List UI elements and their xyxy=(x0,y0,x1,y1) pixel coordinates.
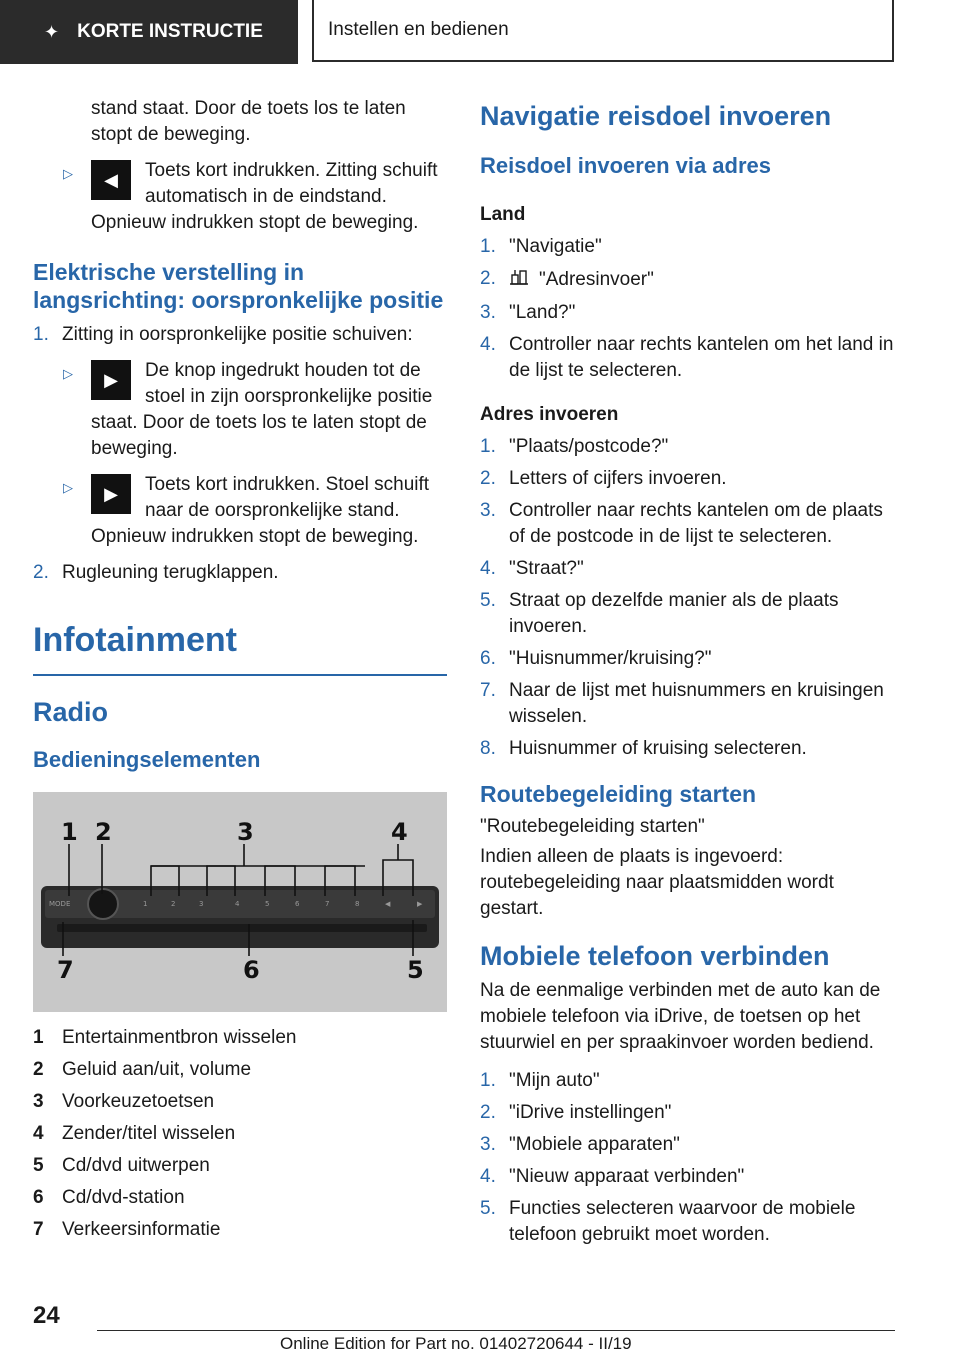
figure-legend xyxy=(33,1022,447,1246)
footer-divider xyxy=(97,1330,895,1331)
legend-text: Geluid aan/uit, volume xyxy=(62,1059,252,1080)
step-number: 1. xyxy=(33,324,49,345)
adres-steps xyxy=(480,434,896,762)
triangle-bullet-icon: ▷ xyxy=(63,166,73,181)
step-text: Controller naar rechts kantelen om de plaats of de postcode in de lijst te selecteren. xyxy=(509,500,883,547)
arrow-left-button-icon: ◀ xyxy=(91,160,131,200)
mode-button-label: MODE xyxy=(49,900,71,908)
heading-radio: Radio xyxy=(33,697,109,727)
bullet-item xyxy=(33,158,447,236)
legend-item xyxy=(33,1022,447,1054)
step-text: "Straat?" xyxy=(509,558,584,579)
triangle-bullet-icon: ▷ xyxy=(63,480,73,495)
preset-8-label: 8 xyxy=(355,900,360,908)
preset-1-label: 1 xyxy=(143,900,148,908)
mobiel-steps xyxy=(480,1068,896,1248)
step-text: Letters of cijfers invoeren. xyxy=(509,468,727,489)
step-item xyxy=(33,560,447,586)
preset-4-label: 4 xyxy=(235,900,240,908)
step-item xyxy=(480,646,896,672)
step-number: 5. xyxy=(480,1198,496,1219)
mobiel-intro: Na de eenmalige verbinden met de auto kan de mobiele telefoon via iDrive, de toetsen op het stuurwiel en per spraakinvoer worden bediend. xyxy=(480,980,881,1053)
step-number: 3. xyxy=(480,500,496,521)
legend-text: Cd/dvd uitwerpen xyxy=(62,1155,210,1176)
legend-number: 7 xyxy=(33,1219,44,1240)
step-number: 5. xyxy=(480,590,496,611)
prev-arrow-label: ◀ xyxy=(385,900,391,908)
step-item xyxy=(480,234,896,260)
legend-item xyxy=(33,1150,447,1182)
legend-text: Entertainmentbron wisselen xyxy=(62,1027,297,1048)
figure-label-5: 5 xyxy=(407,956,424,984)
step-item xyxy=(480,266,896,294)
step-item xyxy=(480,736,896,762)
figure-label-2: 2 xyxy=(95,818,112,846)
section-tab[interactable] xyxy=(0,0,298,64)
preset-2-label: 2 xyxy=(171,900,176,908)
legend-number: 6 xyxy=(33,1187,44,1208)
step-number: 7. xyxy=(480,680,496,701)
arrow-right-button-icon: ▶ xyxy=(91,360,131,400)
legend-number: 1 xyxy=(33,1027,44,1048)
adres-label: Adres invoeren xyxy=(480,404,619,425)
step-text: Straat op dezelfde manier als de plaats invoeren. xyxy=(509,590,839,637)
legend-item xyxy=(33,1214,447,1246)
route-text-1: "Routebegeleiding starten" xyxy=(480,816,705,837)
legend-text: Cd/dvd-station xyxy=(62,1187,185,1208)
bullet-text: Toets kort indrukken. Zitting schuift automatisch in de eindstand. Opnieuw indrukken stopt de beweging. xyxy=(91,160,438,233)
figure-label-3: 3 xyxy=(237,818,254,846)
heading-routebegeleiding: Routebegeleiding starten xyxy=(480,781,757,807)
edition-text: Online Edition for Part no. 01402720644 - II/19 xyxy=(280,1334,632,1353)
heading-elektrische-verstelling: Elektrische verstelling in langsrichting: oorspronkelijke positie xyxy=(33,259,444,313)
legend-number: 3 xyxy=(33,1091,44,1112)
step-item xyxy=(480,1068,896,1094)
legend-number: 2 xyxy=(33,1059,44,1080)
figure-label-6: 6 xyxy=(243,956,260,984)
step-text: "Huisnummer/kruising?" xyxy=(509,648,712,669)
heading-mobiele-telefoon: Mobiele telefoon verbinden xyxy=(480,941,830,971)
legend-item xyxy=(33,1054,447,1086)
step-item xyxy=(33,322,447,348)
step-number: 3. xyxy=(480,302,496,323)
legend-number: 5 xyxy=(33,1155,44,1176)
step-text: Zitting in oorspronkelijke positie schuiven: xyxy=(62,324,413,345)
preset-6-label: 6 xyxy=(295,900,300,908)
right-column xyxy=(480,100,896,1254)
bullet-item xyxy=(33,472,447,550)
radio-controls-figure xyxy=(33,792,447,1012)
step-item xyxy=(480,556,896,582)
preset-7-label: 7 xyxy=(325,900,330,908)
step-number: 1. xyxy=(480,236,496,257)
step-text: "Plaats/postcode?" xyxy=(509,436,669,457)
step-text: "Land?" xyxy=(509,302,576,323)
step-item xyxy=(480,466,896,492)
step-number: 1. xyxy=(480,436,496,457)
step-item xyxy=(480,332,896,384)
step-text: Controller naar rechts kantelen om het land in de lijst te selecteren. xyxy=(509,334,894,381)
step-number: 2. xyxy=(480,468,496,489)
star-icon: ✦ xyxy=(44,21,60,42)
legend-text: Voorkeuzetoetsen xyxy=(62,1091,215,1112)
bullet-text: De knop ingedrukt houden tot de stoel in zijn oorspronkelijke positie staat. Door de toets los te laten stopt de beweging. xyxy=(91,360,433,459)
heading-infotainment: Infotainment xyxy=(33,620,447,676)
chapter-label: Instellen en bedienen xyxy=(328,19,509,40)
step-item xyxy=(480,434,896,460)
step-item xyxy=(480,678,896,730)
legend-item xyxy=(33,1182,447,1214)
next-arrow-label: ▶ xyxy=(417,900,423,908)
route-text-2: Indien alleen de plaats is ingevoerd: routebegeleiding naar plaatsmidden wordt gestart. xyxy=(480,846,834,919)
legend-item xyxy=(33,1118,447,1150)
step-text: Functies selecteren waarvoor de mobiele telefoon gebruikt moet worden. xyxy=(509,1198,856,1245)
page-number: 24 xyxy=(33,1302,60,1329)
bullet-item xyxy=(33,358,447,462)
legend-text: Verkeersinformatie xyxy=(62,1219,221,1240)
step-number: 6. xyxy=(480,648,496,669)
step-number: 2. xyxy=(480,1102,496,1123)
step-item xyxy=(480,1196,896,1248)
step-item xyxy=(480,498,896,550)
figure-label-7: 7 xyxy=(57,956,74,984)
radio-panel-illustration xyxy=(33,792,447,1012)
intro-text: stand staat. Door de toets los te laten stopt de beweging. xyxy=(91,98,406,145)
step-text: "Nieuw apparaat verbinden" xyxy=(509,1166,745,1187)
page-header xyxy=(0,0,960,66)
step-item xyxy=(480,1100,896,1126)
step-number: 4. xyxy=(480,558,496,579)
heading-bedieningselementen: Bedieningselementen xyxy=(33,747,261,772)
step-number: 4. xyxy=(480,334,496,355)
step-item xyxy=(480,1132,896,1158)
preset-5-label: 5 xyxy=(265,900,270,908)
legend-text: Zender/titel wisselen xyxy=(62,1123,236,1144)
step-number: 3. xyxy=(480,1134,496,1155)
step-text: Huisnummer of kruising selecteren. xyxy=(509,738,807,759)
land-steps xyxy=(480,234,896,384)
left-column xyxy=(33,96,447,1246)
address-input-icon xyxy=(509,266,529,294)
bullet-text: Toets kort indrukken. Stoel schuift naar de oorspronkelijke stand. Opnieuw indrukken stopt de beweging. xyxy=(91,474,430,547)
step-item xyxy=(480,1164,896,1190)
step-item xyxy=(480,588,896,640)
legend-number: 4 xyxy=(33,1123,44,1144)
step-number: 8. xyxy=(480,738,496,759)
preset-3-label: 3 xyxy=(199,900,204,908)
step-item xyxy=(480,300,896,326)
figure-label-4: 4 xyxy=(391,818,408,846)
section-label: KORTE INSTRUCTIE xyxy=(77,21,263,42)
step-number: 1. xyxy=(480,1070,496,1091)
figure-label-1: 1 xyxy=(61,818,78,846)
heading-reisdoel-adres: Reisdoel invoeren via adres xyxy=(480,153,772,178)
arrow-right-button-icon: ▶ xyxy=(91,474,131,514)
step-number: 2. xyxy=(33,562,49,583)
step-text: "Mobiele apparaten" xyxy=(509,1134,680,1155)
triangle-bullet-icon: ▷ xyxy=(63,366,73,381)
step-text: "Adresinvoer" xyxy=(539,269,654,291)
land-label: Land xyxy=(480,204,526,225)
step-text: "Mijn auto" xyxy=(509,1070,600,1091)
chapter-tab[interactable] xyxy=(312,0,894,62)
step-text: Naar de lijst met huisnummers en kruisingen wisselen. xyxy=(509,680,884,727)
step-text: Rugleuning terugklappen. xyxy=(62,562,279,583)
step-text: "Navigatie" xyxy=(509,236,602,257)
heading-navigatie: Navigatie reisdoel invoeren xyxy=(480,101,832,131)
step-text: "iDrive instellingen" xyxy=(509,1102,672,1123)
step-number: 2. xyxy=(480,268,496,289)
step-number: 4. xyxy=(480,1166,496,1187)
legend-item xyxy=(33,1086,447,1118)
